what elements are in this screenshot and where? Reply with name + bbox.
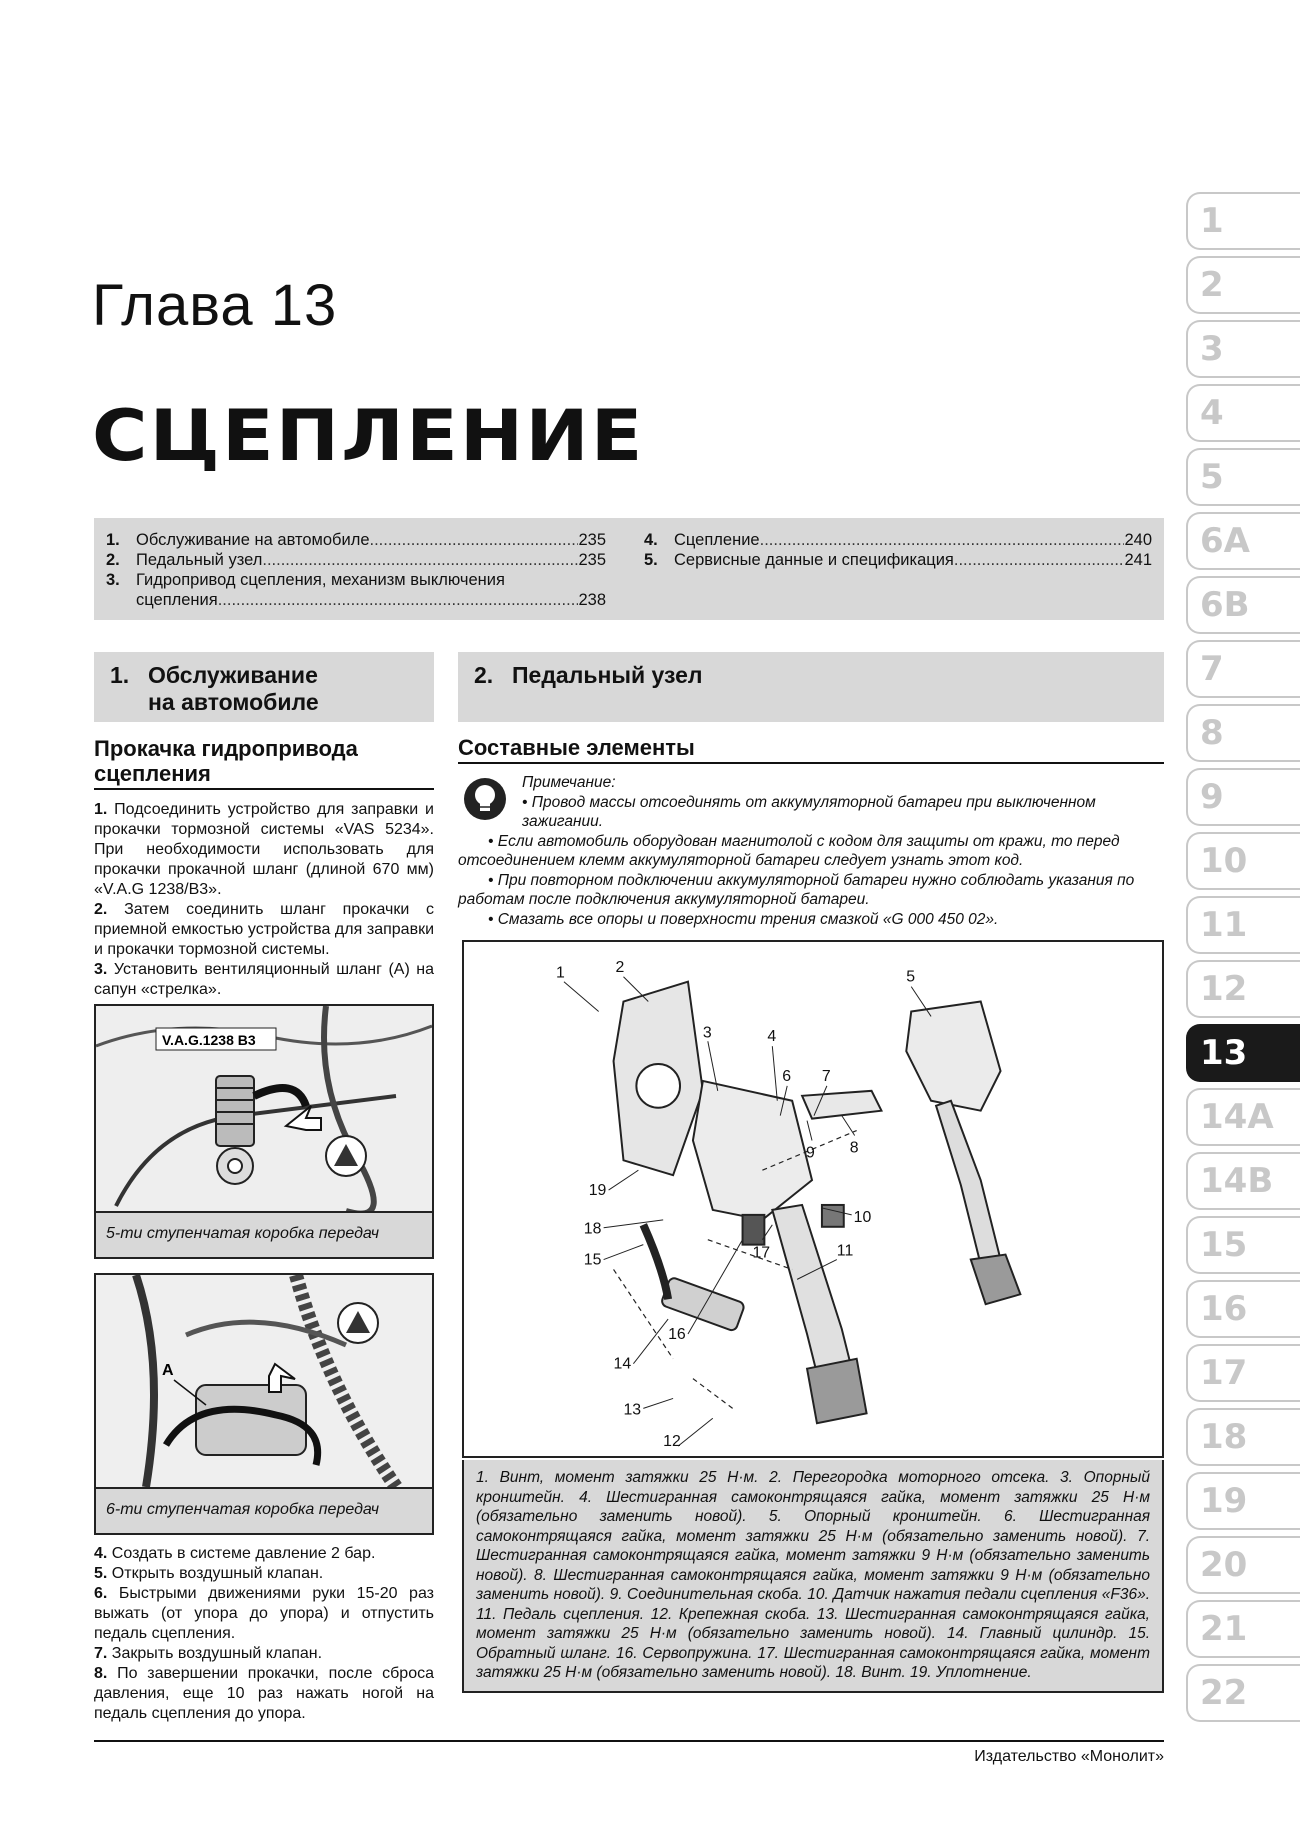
callout-label: 3: [702, 1024, 712, 1042]
chapter-tab[interactable]: 3: [1186, 320, 1300, 378]
chapter-heading: Глава 13: [92, 273, 338, 338]
chapter-tab[interactable]: 14B: [1186, 1152, 1300, 1210]
toc-entry[interactable]: 4. Сцепление ..... 240: [644, 530, 1152, 550]
callout-label: 17: [752, 1244, 771, 1262]
callout-label: 2: [615, 958, 625, 976]
callout-label: 14: [613, 1355, 632, 1373]
step-item: 5. Открыть воздушный клапан.: [94, 1565, 324, 1582]
chapter-tab-active[interactable]: 13: [1186, 1024, 1300, 1082]
chapter-tab[interactable]: 10: [1186, 832, 1300, 890]
toc-entry[interactable]: 3. Гидропривод сцепления, механизм выключения: [106, 571, 505, 589]
step-item: 2. Затем соединить шланг прокачки с приемной емкостью устройства для заправки и прокачки тормозной системы.: [94, 901, 435, 958]
callout-label: 7: [821, 1067, 831, 1085]
chapter-tab[interactable]: 15: [1186, 1216, 1300, 1274]
note-item: • Смазать все опоры и поверхности трения смазкой «G 000 450 02».: [488, 910, 999, 928]
note-item: • Провод массы отсоединять от аккумуляторной батареи при выключенном зажигании.: [522, 793, 1096, 830]
chapter-tab[interactable]: 22: [1186, 1664, 1300, 1722]
callout-label: 19: [588, 1182, 607, 1200]
section-1-subtitle: Прокачка гидропривода сцепления: [94, 736, 434, 790]
step-item: 1. Подсоединить устройство для заправки и прокачки тормозной системы «VAS 5234». При необходимости использовать для прокачки прокачной шланг (длиной 670 мм) «V.A.G 1238/B3».: [94, 801, 434, 898]
photo-caption: 6-ти ступенчатая коробка передач: [96, 1487, 432, 1533]
note-item: • Если автомобиль оборудован магнитолой с кодом для защиты от кражи, то перед отсоединением клемм аккумуляторной батареи следует узнать этот код.: [458, 832, 1120, 869]
chapter-tab[interactable]: 12: [1186, 960, 1300, 1018]
callout-label: 16: [668, 1325, 686, 1343]
callout-label: 18: [583, 1220, 602, 1238]
step-item: 3. Установить вентиляционный шланг (A) на сапун «стрелка».: [94, 961, 434, 998]
step-item: 4. Создать в системе давление 2 бар.: [94, 1545, 376, 1562]
callout-label: 12: [663, 1433, 681, 1451]
note-item: • При повторном подключении аккумуляторной батареи нужно соблюдать указания по работам после подключения аккумуляторной батареи.: [458, 871, 1135, 908]
chapter-tab[interactable]: 17: [1186, 1344, 1300, 1402]
chapter-tab[interactable]: 11: [1186, 896, 1300, 954]
section-2-header: 2. Педальный узел: [458, 652, 1164, 722]
pedal-assembly-diagram: [462, 940, 1164, 1458]
toc-right-column: [644, 530, 1152, 570]
callout-label: 4: [767, 1028, 777, 1046]
callout-label: 11: [836, 1242, 854, 1260]
callout-label: 1: [556, 964, 565, 982]
chapter-tabs: [1186, 192, 1300, 1728]
chapter-tab[interactable]: 6A: [1186, 512, 1300, 570]
toc-entry[interactable]: 2. Педальный узел ..... 235: [106, 550, 606, 570]
photo-illustration: [96, 1275, 432, 1487]
chapter-title: СЦЕПЛЕНИЕ: [92, 395, 645, 477]
table-of-contents: [94, 518, 1164, 620]
callout-label: 10: [853, 1208, 872, 1226]
chapter-tab[interactable]: 9: [1186, 768, 1300, 826]
chapter-tab[interactable]: 21: [1186, 1600, 1300, 1658]
section-2-subtitle: Составные элементы: [458, 735, 1164, 764]
section-1-header: 1. Обслуживание на автомобиле: [94, 652, 434, 722]
callout-label: 15: [583, 1251, 602, 1269]
chapter-tab[interactable]: 6B: [1186, 576, 1300, 634]
toc-entry[interactable]: 5. Сервисные данные и спецификация ..... 241: [644, 550, 1152, 570]
note-title: Примечание:: [522, 774, 616, 791]
photo-illustration: [96, 1006, 432, 1211]
photo-caption: 5-ти ступенчатая коробка передач: [96, 1211, 432, 1257]
callout-label: 9: [806, 1144, 815, 1162]
bleeding-steps-bottom: [94, 1544, 434, 1724]
step-item: 6. Быстрыми движениями руки 15-20 раз выжать (от упора до упора) и отпустить педаль сцепления.: [94, 1585, 434, 1642]
chapter-tab[interactable]: 7: [1186, 640, 1300, 698]
chapter-tab[interactable]: 4: [1186, 384, 1300, 442]
footer-rule: [94, 1740, 1164, 1742]
part-label: A: [162, 1362, 174, 1379]
toc-entry[interactable]: 1. Обслуживание на автомобиле ..... 235: [106, 530, 606, 550]
chapter-tab[interactable]: 8: [1186, 704, 1300, 762]
publisher-footer: Издательство «Монолит»: [974, 1748, 1164, 1765]
bleeding-steps-top: [94, 800, 434, 1000]
callout-label: 13: [623, 1401, 642, 1419]
callout-label: 5: [906, 968, 916, 986]
gearbox-6-speed-photo: [94, 1273, 434, 1535]
toc-left-column: [106, 530, 606, 610]
note-block: [458, 773, 1164, 929]
chapter-tab[interactable]: 20: [1186, 1536, 1300, 1594]
callout-label: 8: [849, 1139, 859, 1157]
chapter-tab[interactable]: 5: [1186, 448, 1300, 506]
chapter-tab[interactable]: 1: [1186, 192, 1300, 250]
callout-label: 6: [782, 1067, 792, 1085]
diagram-legend: 1. Винт, момент затяжки 25 Н·м. 2. Перегородка моторного отсека. 3. Опорный кронштейн. 4. Шестигранная самоконтрящаяся гайка, момент затяжки 25 Н·м (обязательно заменить новой). 5. Опорный кронштейн. 6. Шестигранная самоконтрящаяся гайка, момент затяжки 25 Н·м (обязательно заменить новой). 7. Шестигранная самоконтрящаяся гайка, момент затяжки 9 Н·м (обязательно заменить новой). 8. Шестигранная самоконтрящаяся гайка, момент затяжки 9 Н·м (обязательно заменить новой). 9. Соединительная скоба. 10. Датчик нажатия педали сцепления «F36». 11. Педаль сцепления. 12. Крепежная скоба. 13. Шестигранная самоконтрящаяся гайка, момент затяжки 25 Н·м (обязательно заменить новой). 14. Главный цилиндр. 15. Обратный шланг. 16. Сервопружина. 17. Шестигранная самоконтрящаяся гайка, момент затяжки 25 Н·м (обязательно заменить новой). 18. Винт. 19. Уплотнение.: [462, 1460, 1164, 1693]
chapter-tab[interactable]: 2: [1186, 256, 1300, 314]
chapter-tab[interactable]: 16: [1186, 1280, 1300, 1338]
gearbox-5-speed-photo: [94, 1004, 434, 1259]
chapter-tab[interactable]: 18: [1186, 1408, 1300, 1466]
step-item: 7. Закрыть воздушный клапан.: [94, 1645, 323, 1662]
toc-entry-continued[interactable]: сцепления ..... 238: [106, 590, 606, 610]
tool-label: V.A.G.1238 B3: [162, 1032, 256, 1048]
chapter-tab[interactable]: 19: [1186, 1472, 1300, 1530]
step-item: 8. По завершении прокачки, после сброса давления, еще 10 раз нажать ногой на педаль сцепления до упора.: [94, 1665, 434, 1722]
chapter-tab[interactable]: 14A: [1186, 1088, 1300, 1146]
